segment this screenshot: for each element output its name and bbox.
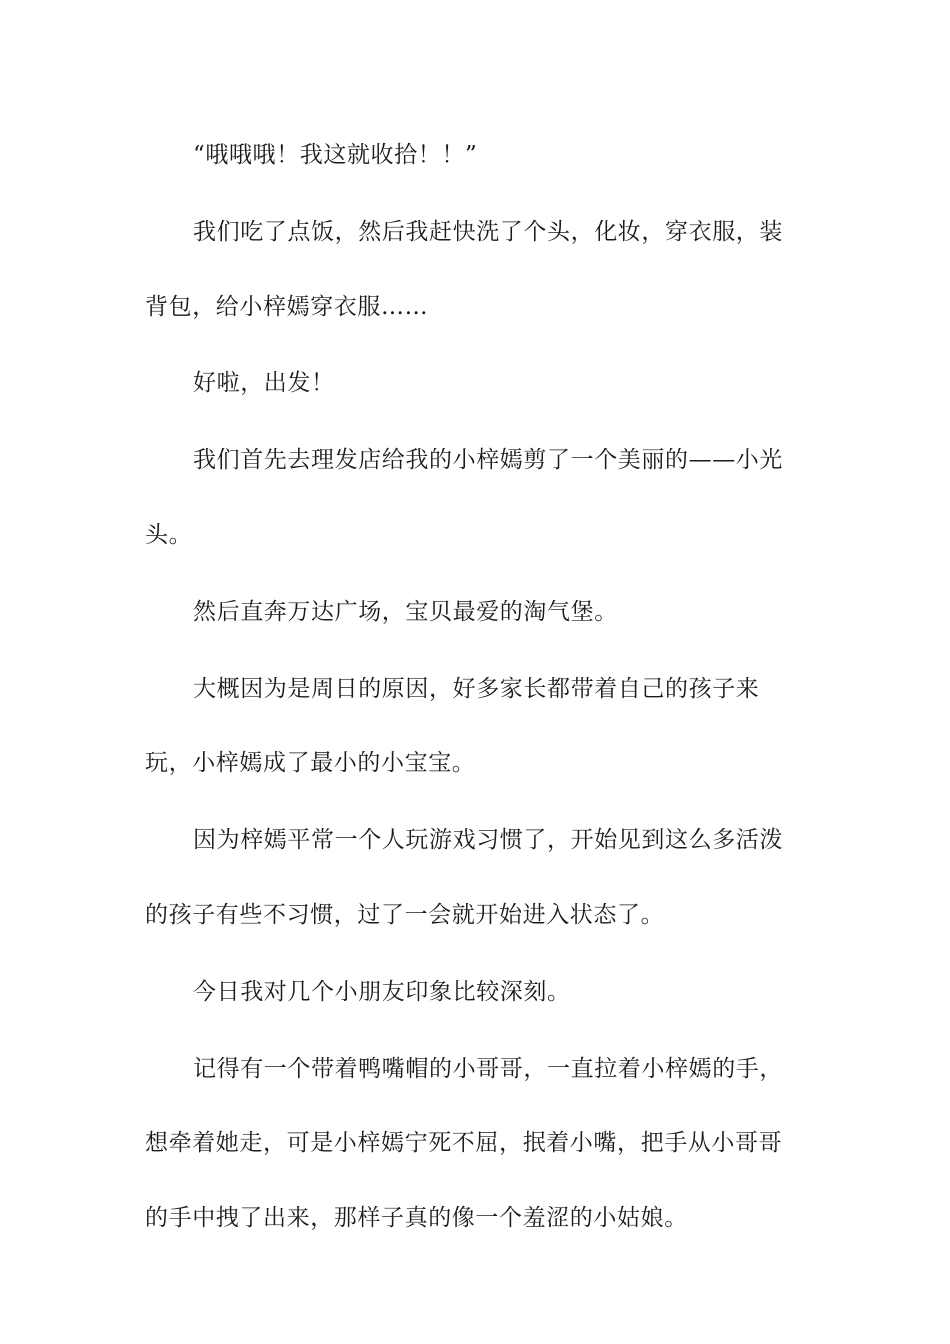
document-body — [145, 118, 805, 1258]
paragraph: 我们首先去理发店给我的小梓嫣剪了一个美丽的——小光头。 — [145, 447, 783, 548]
paragraph: 然后直奔万达广场，宝贝最爱的淘气堡。 — [193, 598, 618, 625]
paragraph: 记得有一个带着鸭嘴帽的小哥哥，一直拉着小梓嫣的手，想牵着她走，可是小梓嫣宁死不屈，抿着小嘴，把手从小哥哥的手中拽了出来，那样子真的像一个羞涩的小姑娘。 — [145, 1055, 783, 1232]
paragraph: 因为梓嫣平常一个人玩游戏习惯了，开始见到这么多活泼的孩子有些不习惯，过了一会就开始进入状态了。 — [145, 827, 783, 928]
paragraph: “哦哦哦！我这就收拾！！” — [193, 142, 478, 168]
paragraph: 大概因为是周日的原因，好多家长都带着自己的孩子来玩，小梓嫣成了最小的小宝宝。 — [145, 675, 760, 777]
paragraph: 我们吃了点饭，然后我赶快洗了个头，化妆，穿衣服，装背包，给小梓嫣穿衣服…… — [145, 218, 783, 320]
paragraph: 今日我对几个小朋友印象比较深刻。 — [193, 978, 571, 1005]
paragraph: 好啦，出发！ — [193, 370, 335, 397]
